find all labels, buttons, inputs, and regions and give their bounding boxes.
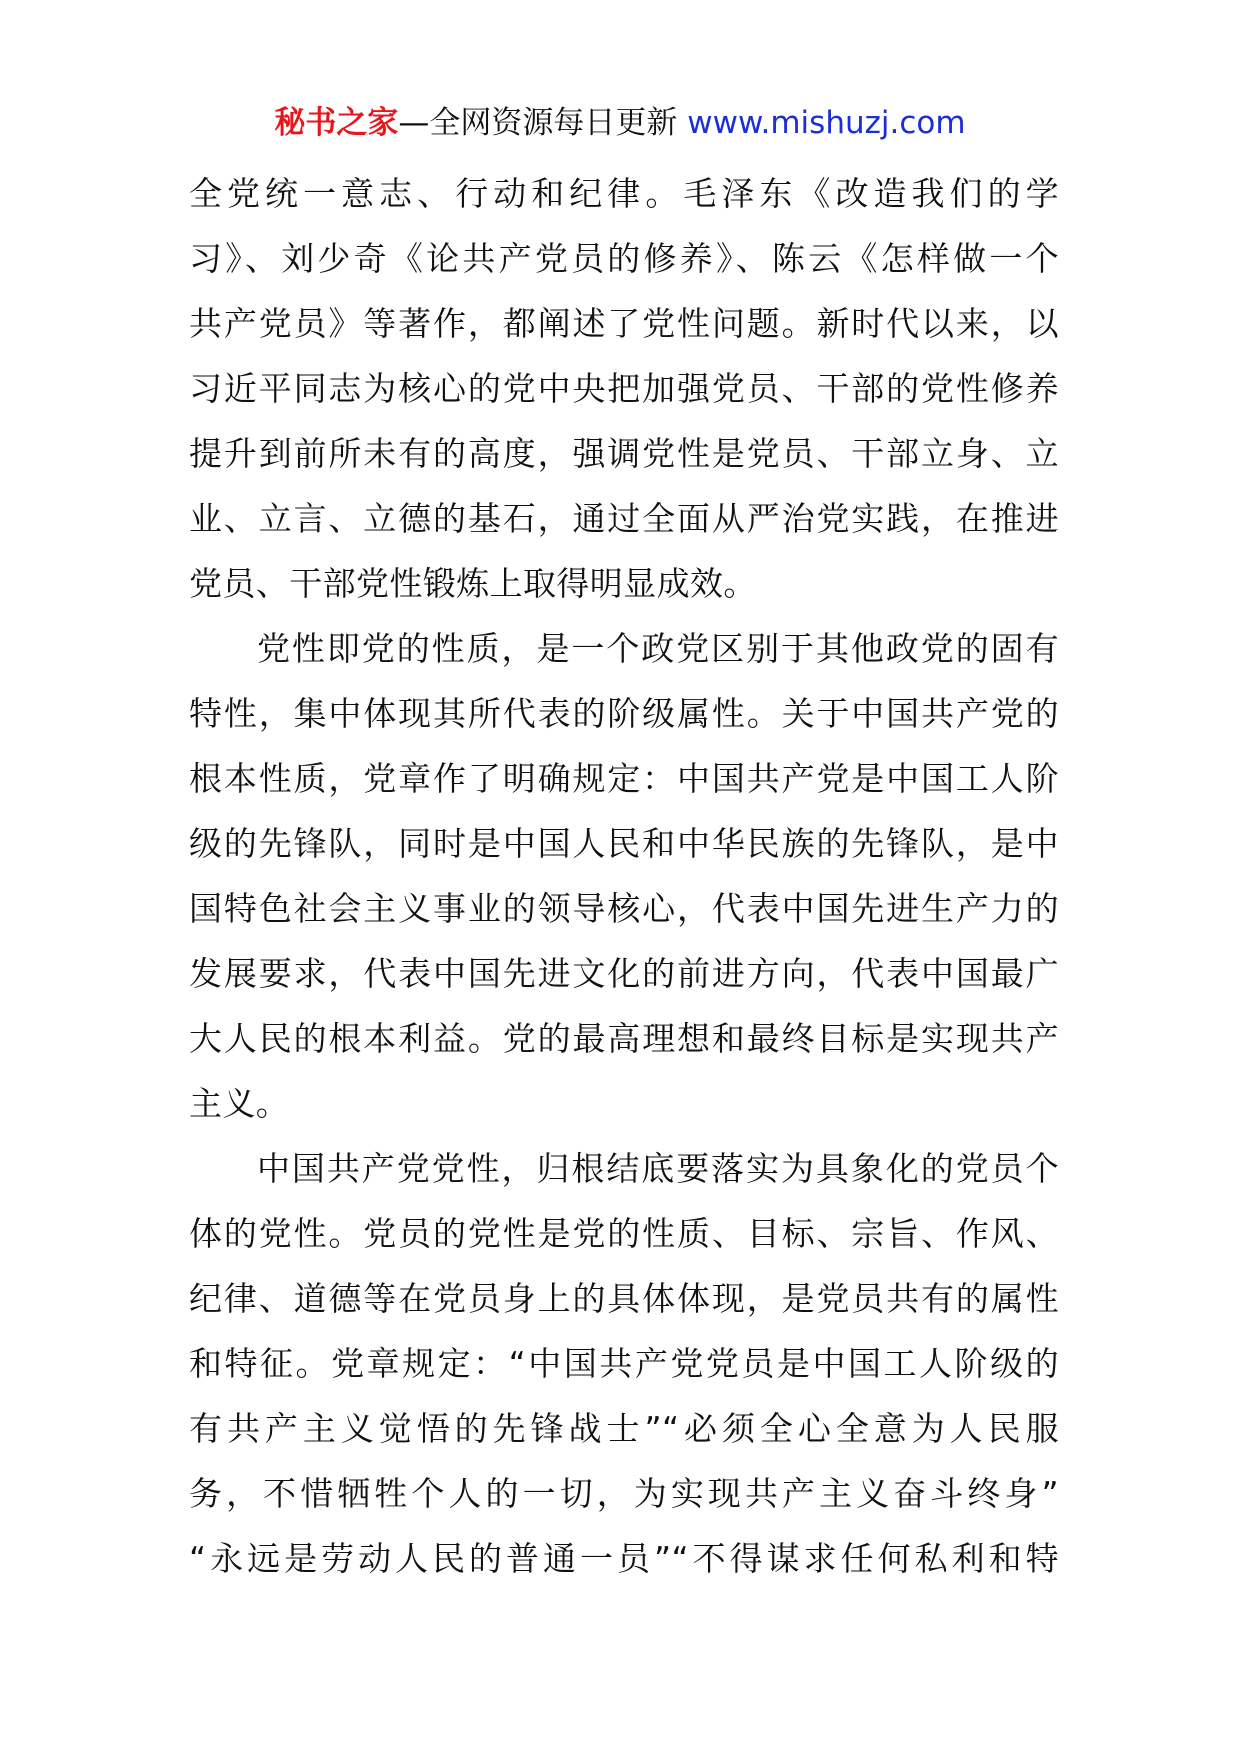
text-line: 共产党员》等著作，都阐述了党性问题。新时代以来，以: [189, 304, 1059, 343]
site-header: [0, 100, 1240, 146]
text-line: 习》、刘少奇《论共产党员的修养》、陈云《怎样做一个: [189, 239, 1059, 278]
site-brand: 秘书之家: [274, 105, 399, 141]
text-line: 全党统一意志、行动和纪律。毛泽东《改造我们的学: [189, 174, 1059, 213]
text-line: 习近平同志为核心的党中央把加强党员、干部的党性修养: [189, 369, 1059, 408]
text-line: 纪律、道德等在党员身上的具体体现，是党员共有的属性: [189, 1279, 1059, 1318]
text-line: 主义。: [189, 1084, 290, 1123]
text-line: 和特征。党章规定：“中国共产党党员是中国工人阶级的: [189, 1344, 1059, 1383]
text-line: 体的党性。党员的党性是党的性质、目标、宗旨、作风、: [189, 1214, 1059, 1253]
site-tagline: —全网资源每日更新: [398, 105, 688, 141]
text-line: 务，不惜牺牲个人的一切，为实现共产主义奋斗终身”: [189, 1474, 1059, 1513]
site-url-link[interactable]: www.mishuzj.com: [687, 105, 966, 141]
text-line: 大人民的根本利益。党的最高理想和最终目标是实现共产: [189, 1019, 1059, 1058]
text-line: 级的先锋队，同时是中国人民和中华民族的先锋队，是中: [189, 824, 1059, 863]
text-line: 国特色社会主义事业的领导核心，代表中国先进生产力的: [189, 889, 1059, 928]
text-line: 发展要求，代表中国先进文化的前进方向，代表中国最广: [189, 954, 1059, 993]
text-line: 根本性质，党章作了明确规定：中国共产党是中国工人阶: [189, 759, 1059, 798]
text-line-indented: 党性即党的性质，是一个政党区别于其他政党的固有: [257, 629, 1059, 668]
text-line: 党员、干部党性锻炼上取得明显成效。: [189, 564, 757, 603]
text-line: “永远是劳动人民的普通一员”“不得谋求任何私利和特: [189, 1539, 1059, 1578]
text-line: 业、立言、立德的基石，通过全面从严治党实践，在推进: [189, 499, 1059, 538]
text-line: 特性，集中体现其所代表的阶级属性。关于中国共产党的: [189, 694, 1059, 733]
text-line: 有共产主义觉悟的先锋战士”“必须全心全意为人民服: [189, 1409, 1059, 1448]
text-line-indented: 中国共产党党性，归根结底要落实为具象化的党员个: [257, 1149, 1059, 1188]
text-line: 提升到前所未有的高度，强调党性是党员、干部立身、立: [189, 434, 1059, 473]
document-body: [189, 161, 1059, 1591]
